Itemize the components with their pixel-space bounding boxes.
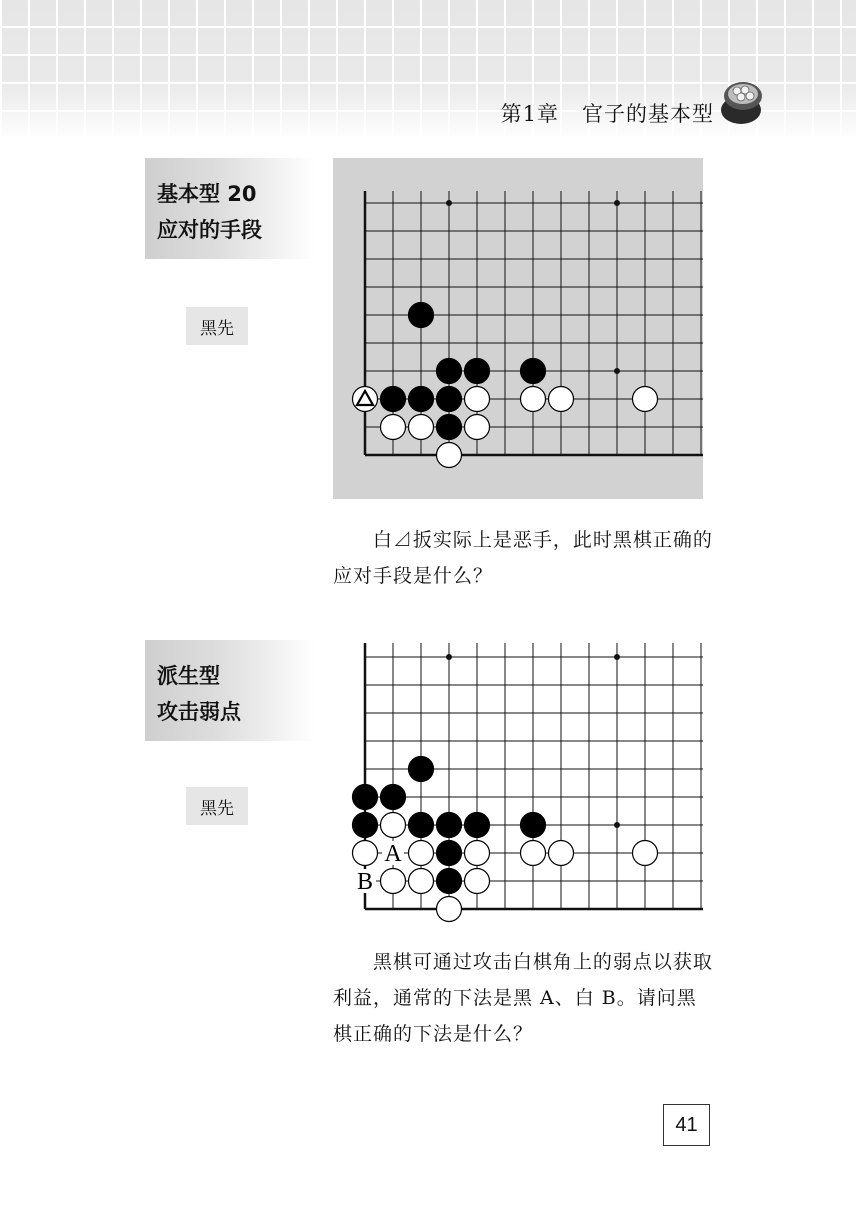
white-stone bbox=[437, 443, 462, 468]
black-stone bbox=[409, 387, 434, 412]
go-board-diagram bbox=[333, 158, 703, 499]
problem-label-subtitle: 应对的手段 bbox=[157, 218, 262, 242]
white-stone bbox=[633, 387, 658, 412]
white-stone bbox=[381, 813, 406, 838]
black-stone bbox=[521, 359, 546, 384]
black-to-play-tag: 黑先 bbox=[186, 787, 248, 825]
white-stone bbox=[409, 415, 434, 440]
star-point bbox=[614, 368, 620, 374]
black-stone bbox=[465, 359, 490, 384]
white-stone bbox=[521, 841, 546, 866]
question-text bbox=[333, 522, 713, 594]
star-point bbox=[446, 654, 452, 660]
black-stone bbox=[437, 387, 462, 412]
black-stone bbox=[381, 387, 406, 412]
white-stone bbox=[353, 841, 378, 866]
white-stone bbox=[465, 415, 490, 440]
go-bowl-icon bbox=[717, 76, 769, 128]
black-stone bbox=[437, 841, 462, 866]
page-number: 41 bbox=[663, 1104, 710, 1146]
black-to-play-tag: 黑先 bbox=[186, 307, 248, 345]
question-paragraph: 黑棋可通过攻击白棋角上的弱点以获取利益，通常的下法是黑 A、白 B。请问黑棋正确的下法是什么？ bbox=[333, 951, 713, 1045]
white-stone bbox=[521, 387, 546, 412]
question-text bbox=[333, 944, 713, 1052]
problem-label-title: 派生型 bbox=[157, 664, 220, 688]
black-stone bbox=[437, 359, 462, 384]
black-stone bbox=[521, 813, 546, 838]
chapter-title: 第1章 官子的基本型 bbox=[500, 102, 714, 126]
mark-b-label: B bbox=[356, 869, 374, 895]
black-stone bbox=[353, 785, 378, 810]
star-point bbox=[446, 200, 452, 206]
white-stone bbox=[465, 869, 490, 894]
go-board-diagram bbox=[333, 640, 703, 930]
black-stone bbox=[437, 813, 462, 838]
white-stone bbox=[381, 415, 406, 440]
mark-a-label: A bbox=[384, 841, 402, 867]
black-stone bbox=[409, 813, 434, 838]
black-stone bbox=[465, 813, 490, 838]
black-stone bbox=[381, 785, 406, 810]
black-stone bbox=[409, 757, 434, 782]
problem-label-box bbox=[145, 158, 315, 259]
star-point bbox=[614, 822, 620, 828]
black-stone bbox=[437, 415, 462, 440]
black-stone bbox=[353, 813, 378, 838]
white-stone bbox=[549, 387, 574, 412]
star-point bbox=[614, 654, 620, 660]
star-point bbox=[614, 200, 620, 206]
question-paragraph: 白⊿扳实际上是恶手，此时黑棋正确的应对手段是什么？ bbox=[333, 529, 713, 587]
white-stone bbox=[409, 841, 434, 866]
black-stone bbox=[409, 303, 434, 328]
white-stone bbox=[381, 869, 406, 894]
white-stone bbox=[465, 387, 490, 412]
problem-label-subtitle: 攻击弱点 bbox=[157, 700, 241, 724]
white-stone bbox=[633, 841, 658, 866]
white-stone bbox=[409, 869, 434, 894]
white-stone bbox=[549, 841, 574, 866]
problem-label-box bbox=[145, 640, 315, 741]
problem-label-title: 基本型 20 bbox=[157, 182, 257, 206]
white-stone bbox=[465, 841, 490, 866]
white-stone bbox=[437, 897, 462, 922]
black-stone bbox=[437, 869, 462, 894]
